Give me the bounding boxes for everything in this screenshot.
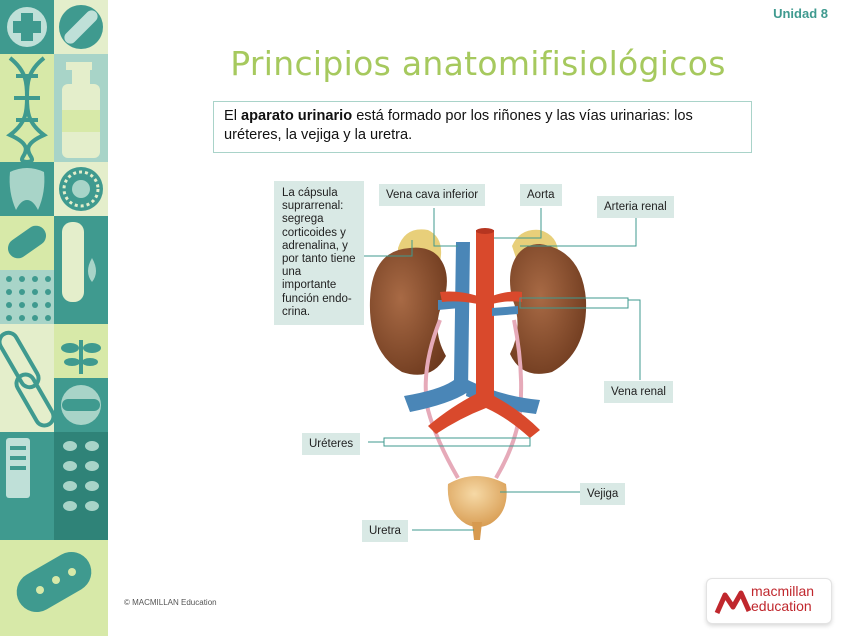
label-aorta: Aorta — [520, 184, 562, 206]
macmillan-logo — [706, 578, 832, 624]
label-vena-cava-inferior: Vena cava inferior — [379, 184, 485, 206]
label-capsula-suprarrenal: La cápsula suprarrenal: segrega corticoides y adrenalina, y por tanto tiene una importante función endo-crina. — [274, 181, 364, 325]
right-kidney — [510, 244, 586, 374]
logo-line1: macmillan — [751, 583, 815, 599]
label-arteria-renal: Arteria renal — [597, 196, 674, 218]
intro-rest: está formado por los riñones y las vías urinarias: los uréteres, la vejiga y la uretra. — [224, 108, 693, 143]
macmillan-m-icon — [713, 583, 753, 623]
logo-line2: education — [751, 598, 812, 614]
page-title: Principios anatomifisiológicos — [230, 44, 726, 83]
urethra — [472, 522, 482, 540]
unit-label: Unidad 8 — [773, 6, 828, 21]
intro-prefix: El — [224, 108, 242, 124]
label-vena-renal: Vena renal — [604, 381, 673, 403]
label-uretra: Uretra — [362, 520, 408, 542]
intro-bold: aparato urinario — [241, 108, 353, 124]
label-vejiga: Vejiga — [580, 483, 625, 505]
right-renal-vein — [492, 306, 518, 316]
bladder — [448, 476, 507, 527]
left-kidney — [370, 248, 447, 375]
leader-ureteres-bracket — [384, 438, 530, 446]
copyright: © MACMILLAN Education — [124, 598, 217, 607]
label-ureteres: Uréteres — [302, 433, 360, 455]
leader-vena-renal — [628, 300, 640, 380]
